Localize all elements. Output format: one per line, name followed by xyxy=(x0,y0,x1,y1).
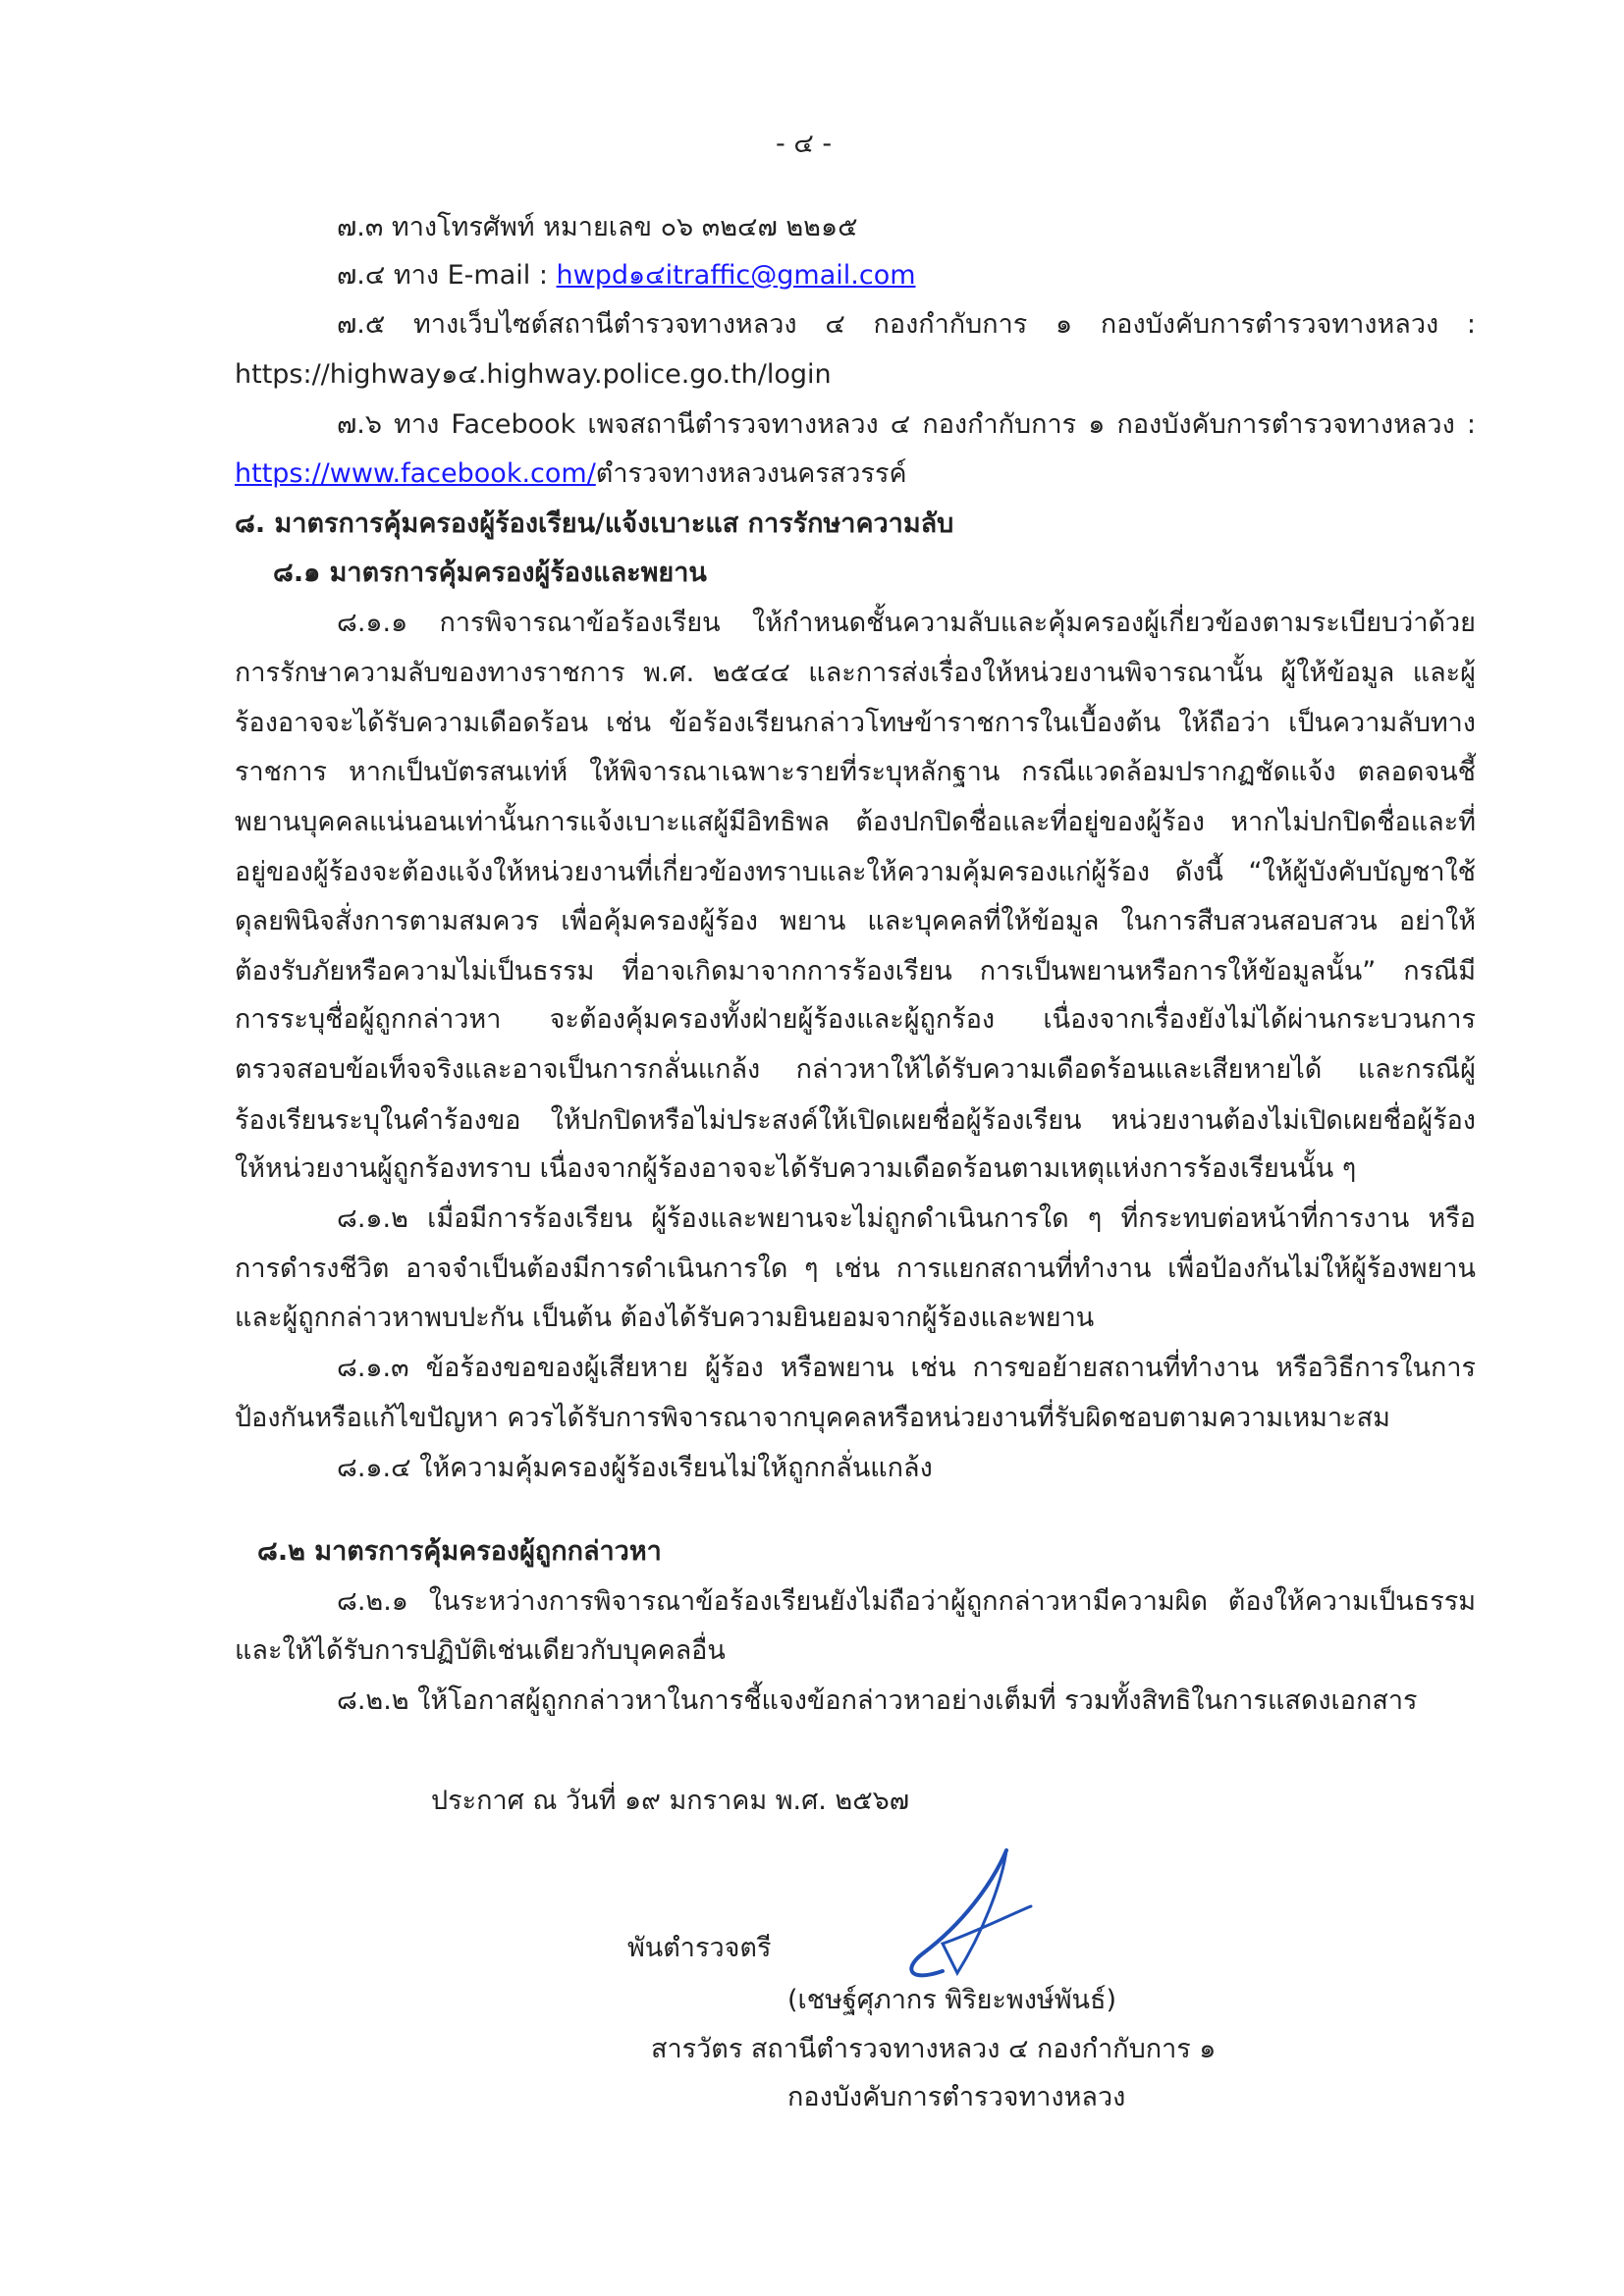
signer-organization: กองบังคับการตำรวจทางหลวง xyxy=(787,2082,1126,2112)
contact-email-line xyxy=(337,251,1476,300)
contact-facebook: ๗.๖ ทาง Facebook เพจสถานีตำรวจทางหลวง ๔ กองกำกับการ ๑ กองบังคับการตำรวจทางหลวง : xyxy=(337,409,1476,440)
paragraph-line: ดุลยพินิจสั่งการตามสมควร เพื่อคุ้มครองผู้ร้อง พยาน และบุคคลที่ให้ข้อมูล ในการสืบสวนสอบสวน อย่าให้ xyxy=(235,906,1476,936)
paragraph-line: ร้องอาจจะได้รับความเดือดร้อน เช่น ข้อร้องเรียนกล่าวโทษข้าราชการในเบื้องต้น ให้ถือว่า เป็นความลับทาง xyxy=(235,708,1476,738)
announcement-date: ประกาศ ณ วันที่ ๑๙ มกราคม พ.ศ. ๒๕๖๗ xyxy=(431,1786,910,1816)
paragraph-line: และผู้ถูกกล่าวหาพบปะกัน เป็นต้น ต้องได้รับความยินยอมจากผู้ร้องและพยาน xyxy=(235,1303,1095,1333)
paragraph-line: ร้องเรียนระบุในคำร้องขอ ให้ปกปิดหรือไม่ประสงค์ให้เปิดเผยชื่อผู้ร้องเรียน หน่วยงานต้องไม่เปิดเผยชื่อผู้ร้อง xyxy=(235,1105,1476,1136)
contact-phone: ๗.๓ ทางโทรศัพท์ หมายเลข ๐๖ ๓๒๔๗ ๒๒๑๕ xyxy=(337,212,858,242)
facebook-link[interactable]: https://www.facebook.com/ xyxy=(235,458,596,489)
signer-rank: พันตำรวจตรี xyxy=(627,1933,772,1963)
email-label: ๗.๔ ทาง E-mail : xyxy=(337,260,557,291)
paragraph-line: ๘.๑.๓ ข้อร้องขอของผู้เสียหาย ผู้ร้อง หรือพยาน เช่น การขอย้ายสถานที่ทำงาน หรือวิธีการในการ xyxy=(337,1353,1476,1383)
paragraph-line: ๘.๒.๒ ให้โอกาสผู้ถูกกล่าวหาในการชี้แจงข้อกล่าวหาอย่างเต็มที่ รวมทั้งสิทธิในการแสดงเอกสาร xyxy=(337,1685,1418,1716)
paragraph-line: ตรวจสอบข้อเท็จจริงและอาจเป็นการกลั่นแกล้ง กล่าวหาให้ได้รับความเดือดร้อนและเสียหายได้ และกรณีผู้ xyxy=(235,1054,1476,1085)
paragraph-line: อยู่ของผู้ร้องจะต้องแจ้งให้หน่วยงานที่เกี่ยวข้องทราบและให้ความคุ้มครองแก่ผู้ร้อง ดังนี้ “ให้ผู้บังคับบัญชาใช้ xyxy=(235,857,1476,887)
paragraph-line: พยานบุคคลแน่นอนเท่านั้นการแจ้งเบาะแสผู้มีอิทธิพล ต้องปกปิดชื่อและที่อยู่ของผู้ร้อง หากไม่ปกปิดชื่อและที่ xyxy=(235,807,1476,837)
signature xyxy=(884,1845,1051,1983)
facebook-page-name: ตำรวจทางหลวงนครสวรรค์ xyxy=(595,458,907,489)
facebook-line xyxy=(235,450,907,499)
paragraph-line: ๘.๑.๔ ให้ความคุ้มครองผู้ร้องเรียนไม่ให้ถูกกลั่นแกล้ง xyxy=(337,1453,933,1483)
paragraph-line: และให้ได้รับการปฏิบัติเช่นเดียวกับบุคคลอื่น xyxy=(235,1635,726,1666)
section-8-2-heading: ๘.๒ มาตรการคุ้มครองผู้ถูกกล่าวหา xyxy=(257,1536,662,1567)
signer-name: (เชษฐ์ศุภากร พิริยะพงษ์พันธ์) xyxy=(787,1985,1116,2015)
paragraph-line: ให้หน่วยงานผู้ถูกร้องทราบ เนื่องจากผู้ร้องอาจจะได้รับความเดือดร้อนตามเหตุแห่งการร้องเรียนนั้น ๆ xyxy=(235,1153,1357,1184)
page-number: - ๔ - xyxy=(776,129,833,159)
paragraph-line: ๘.๑.๒ เมื่อมีการร้องเรียน ผู้ร้องและพยานจะไม่ถูกดำเนินการใด ๆ ที่กระทบต่อหน้าที่การงาน หรือ xyxy=(337,1203,1476,1234)
paragraph-line: ต้องรับภัยหรือความไม่เป็นธรรม ที่อาจเกิดมาจากการร้องเรียน การเป็นพยานหรือการให้ข้อมูลนั้น” กรณีมี xyxy=(235,956,1476,987)
paragraph-line: การรักษาความลับของทางราชการ พ.ศ. ๒๕๔๔ และการส่งเรื่องให้หน่วยงานพิจารณานั้น ผู้ให้ข้อมูล และผู้ xyxy=(235,658,1476,688)
section-8-heading: ๘. มาตรการคุ้มครองผู้ร้องเรียน/แจ้งเบาะแส การรักษาความลับ xyxy=(235,508,954,539)
paragraph-line: การดำรงชีวิต อาจจำเป็นต้องมีการดำเนินการใด ๆ เช่น การแยกสถานที่ทำงาน เพื่อป้องกันไม่ให้ผู้ร้องพยาน xyxy=(235,1254,1476,1284)
paragraph-line: ป้องกันหรือแก้ไขปัญหา ควรได้รับการพิจารณาจากบุคคลหรือหน่วยงานที่รับผิดชอบตามความเหมาะสม xyxy=(235,1403,1390,1433)
contact-website: ๗.๕ ทางเว็บไซต์สถานีตำรวจทางหลวง ๔ กองกำกับการ ๑ กองบังคับการตำรวจทางหลวง : xyxy=(337,309,1476,340)
section-8-1-heading: ๘.๑ มาตรการคุ้มครองผู้ร้องและพยาน xyxy=(273,558,707,588)
paragraph-line: ๘.๒.๑ ในระหว่างการพิจารณาข้อร้องเรียนยังไม่ถือว่าผู้ถูกกล่าวหามีความผิด ต้องให้ความเป็นธรรม xyxy=(337,1586,1476,1617)
website-url: https://highway๑๔.highway.police.go.th/login xyxy=(235,359,832,390)
signer-position: สารวัตร สถานีตำรวจทางหลวง ๔ กองกำกับการ ๑ xyxy=(651,2034,1217,2064)
paragraph-line: การระบุชื่อผู้ถูกกล่าวหา จะต้องคุ้มครองทั้งฝ่ายผู้ร้องและผู้ถูกร้อง เนื่องจากเรื่องยังไม่ได้ผ่านกระบวนการ xyxy=(235,1004,1476,1035)
email-link[interactable]: hwpd๑๔itraffic@gmail.com xyxy=(556,260,916,291)
paragraph-line: ๘.๑.๑ การพิจารณาข้อร้องเรียน ให้กำหนดชั้นความลับและคุ้มครองผู้เกี่ยวข้องตามระเบียบว่าด้วย xyxy=(337,608,1476,638)
paragraph-line: ราชการ หากเป็นบัตรสนเท่ห์ ให้พิจารณาเฉพาะรายที่ระบุหลักฐาน กรณีแวดล้อมปรากฏชัดแจ้ง ตลอดจนชี้ xyxy=(235,757,1476,787)
